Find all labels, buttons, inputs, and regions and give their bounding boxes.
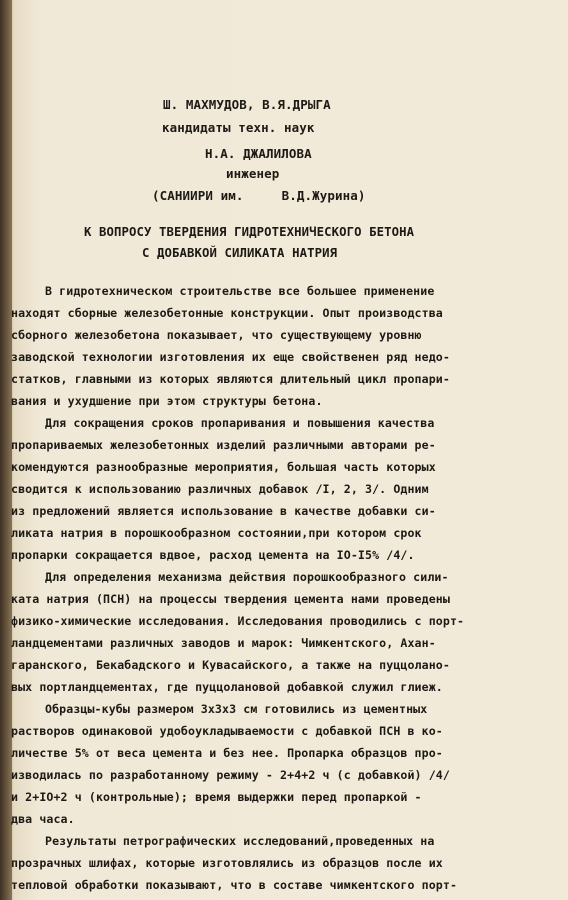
body-line: сводится к использованию различных добавок /I, 2, 3/. Одним xyxy=(11,482,429,496)
body-line: и 2+IO+2 ч (контрольные); время выдержки перед пропаркой - xyxy=(11,790,422,804)
body-line: пропариваемых железобетонных изделий различными авторами ре- xyxy=(11,438,436,452)
body-line: Для определения механизма действия порошкообразного сили- xyxy=(45,570,449,584)
body-line: ката натрия (ПСН) на процессы твердения цемента нами проведены xyxy=(11,592,450,606)
body-line: растворов одинаковой удобоукладываемости с добавкой ПСН в ко- xyxy=(11,724,443,738)
body-line: пропарки сокращается вдвое, расход цемента на IO-I5% /4/. xyxy=(11,548,415,562)
body-line: сборного железобетона показывает, что существующему уровню xyxy=(11,328,422,342)
authors-line-2: кандидаты техн. наук xyxy=(162,120,315,135)
body-line: статков, главными из которых являются длительный цикл пропари- xyxy=(11,372,450,386)
body-line: изводилась по разработанному режиму - 2+4+2 ч (с добавкой) /4/ xyxy=(11,768,450,782)
body-line: прозрачных шлифах, которые изготовлялись из образцов после их xyxy=(11,856,443,870)
body-line: Для сокращения сроков пропаривания и повышения качества xyxy=(45,416,435,430)
authors-line-1: Ш. МАХМУДОВ, В.Я.ДРЫГА xyxy=(163,97,331,112)
body-line: ликата натрия в порошкообразном состоянии,при котором срок xyxy=(11,526,422,540)
body-line: заводской технологии изготовления их еще свойственен ряд недо- xyxy=(11,350,450,364)
body-line: комендуются разнообразные мероприятия, большая часть которых xyxy=(11,460,436,474)
body-line: личестве 5% от веса цемента и без нее. Пропарка образцов про- xyxy=(11,746,443,760)
body-line: физико-химические исследования. Исследования проводились с порт- xyxy=(11,614,465,628)
body-line: тепловой обработки показывают, что в составе чимкентского порт- xyxy=(11,878,458,892)
authors-line-3: Н.А. ДЖАЛИЛОВА xyxy=(205,146,312,161)
body-line: гаранского, Бекабадского и Кувасайского, а также на пуццолано- xyxy=(11,658,450,672)
body-line: два часа. xyxy=(11,812,75,826)
body-line: Результаты петрографических исследований,проведенных на xyxy=(45,834,435,848)
title-line-1: К ВОПРОСУ ТВЕРДЕНИЯ ГИДРОТЕХНИЧЕСКОГО БЕТОНА xyxy=(84,225,415,239)
body-line: В гидротехническом строительстве все большее применение xyxy=(45,284,435,298)
body-line: вых портландцементах, где пуццолановой добавкой служил глиеж. xyxy=(11,680,443,694)
body-line: из предложений является использование в качестве добавки си- xyxy=(11,504,436,518)
body-line: вания и ухудшение при этом структуры бетона. xyxy=(11,394,323,408)
authors-line-4: инженер xyxy=(226,166,280,181)
body-line: Образцы-кубы размером 3х3х3 см готовились из цементных xyxy=(45,702,428,716)
body-line: ландцементами различных заводов и марок: Чимкентского, Ахан- xyxy=(11,636,436,650)
authors-affiliation: (САНИИРИ им. В.Д.Журина) xyxy=(152,188,366,203)
body-line: находят сборные железобетонные конструкции. Опыт производства xyxy=(11,306,443,320)
title-line-2: С ДОБАВКОЙ СИЛИКАТА НАТРИЯ xyxy=(142,246,338,260)
